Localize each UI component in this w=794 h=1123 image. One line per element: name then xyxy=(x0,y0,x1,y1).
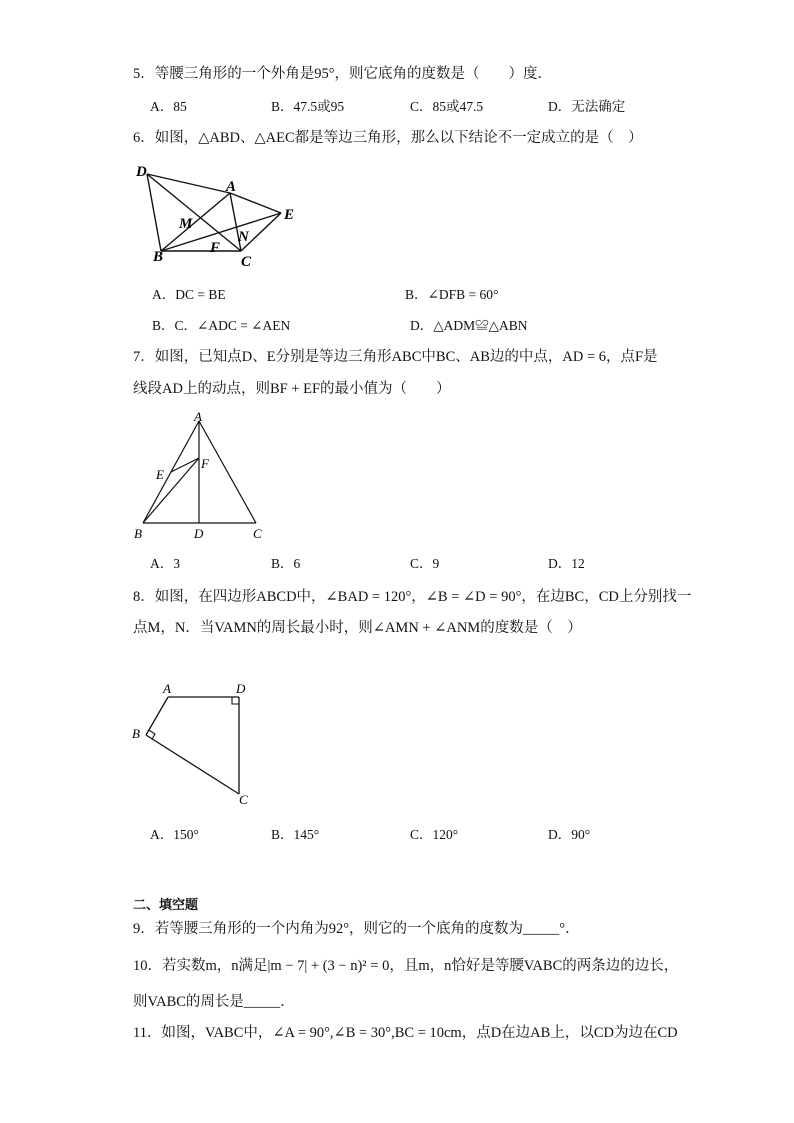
q8-figure xyxy=(125,678,265,808)
q8-label-b: B xyxy=(132,726,140,741)
q5-option-d: D．无法确定 xyxy=(548,99,626,114)
q6-label-b: B xyxy=(153,249,164,265)
q6-label-n: N xyxy=(238,229,249,245)
q5-option-c: C．85或47.5 xyxy=(410,99,484,114)
q8-label-d: D xyxy=(236,681,246,696)
q7-option-d: D．12 xyxy=(548,556,585,571)
q6-label-c: C xyxy=(241,254,252,270)
q8-option-c: C．120° xyxy=(410,827,459,842)
q5-option-b: B．47.5或95 xyxy=(271,99,345,114)
q6-label-f: F xyxy=(210,240,221,256)
q8-label-a: A xyxy=(163,681,171,696)
q5-option-a: A．85 xyxy=(150,99,187,114)
q5-stem: 5．等腰三角形的一个外角是95°，则它底角的度数是（ ）度． xyxy=(133,66,553,82)
q6-option-d: D．△ADM≌△ABN xyxy=(410,318,528,333)
q6-label-e: E xyxy=(284,207,295,223)
q6-stem: 6．如图，△ABD、△AEC都是等边三角形，那么以下结论不一定成立的是（ ） xyxy=(133,130,643,146)
q6-label-a: A xyxy=(226,179,237,195)
q6-option-b: B．∠DFB = 60° xyxy=(405,287,499,302)
q11-stem: 11．如图，VABC中，∠A = 90°,∠B = 30°,BC = 10cm，点D在边AB上，以CD为边在CD xyxy=(133,1025,678,1041)
q6-option-a: A．DC = BE xyxy=(152,287,226,302)
q7-option-a: A．3 xyxy=(150,556,180,571)
q8-label-c: C xyxy=(239,792,248,807)
q7-figure xyxy=(133,408,273,543)
q6-label-d: D xyxy=(136,164,147,180)
q7-label-e: E xyxy=(156,467,164,482)
q7-option-b: B．6 xyxy=(271,556,301,571)
q10-stem-line2: 则VABC的周长是_____． xyxy=(133,994,295,1010)
q7-label-f: F xyxy=(201,456,209,471)
q8-stem-line2: 点M，N．当VAMN的周长最小时，则∠AMN + ∠ANM的度数是（ ） xyxy=(133,620,582,636)
q7-stem-line1: 7．如图，已知点D、E分别是等边三角形ABC中BC、AB边的中点，AD = 6，点F是 xyxy=(133,349,658,365)
q7-option-c: C．9 xyxy=(410,556,440,571)
q8-option-a: A．150° xyxy=(150,827,199,842)
q7-label-b: B xyxy=(134,526,142,541)
q10-stem-line1: 10．若实数m，n满足|m − 7| + (3 − n)² = 0，且m，n恰好是等腰VABC的两条边的边长， xyxy=(133,958,679,974)
q8-option-b: B．145° xyxy=(271,827,320,842)
q6-label-m: M xyxy=(179,216,193,232)
q6-option-c: B．C．∠ADC = ∠AEN xyxy=(152,318,291,333)
q9-stem: 9．若等腰三角形的一个内角为92°，则它的一个底角的度数为_____°． xyxy=(133,921,580,937)
q8-stem-line1: 8．如图，在四边形ABCD中，∠BAD = 120°，∠B = ∠D = 90°，在边BC，CD上分别找一 xyxy=(133,589,692,605)
q7-label-d: D xyxy=(194,526,204,541)
q7-label-c: C xyxy=(253,526,262,541)
q7-stem-line2: 线段AD上的动点，则BF + EF的最小值为（ ） xyxy=(133,381,451,397)
q7-label-a: A xyxy=(194,409,202,424)
section-fill-in-title: 二、填空题 xyxy=(133,897,199,912)
q6-figure xyxy=(133,160,333,270)
q8-option-d: D．90° xyxy=(548,827,591,842)
